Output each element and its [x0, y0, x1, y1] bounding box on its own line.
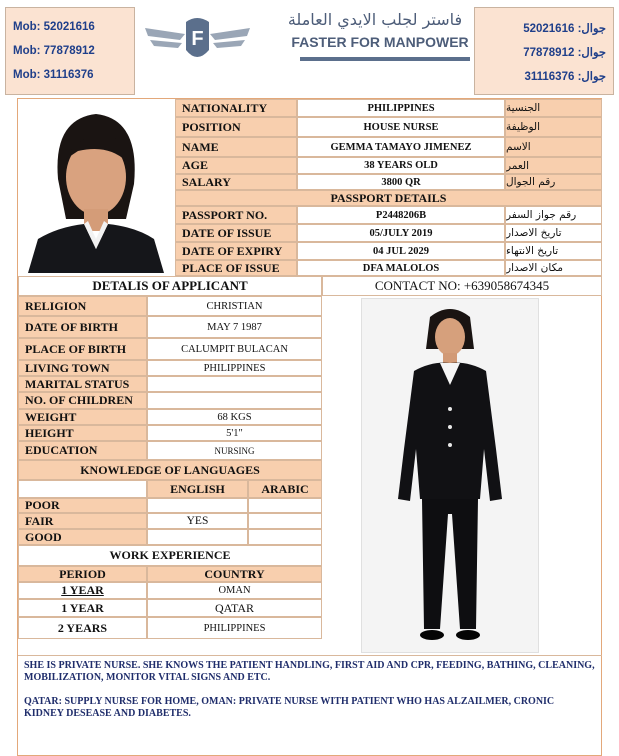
marital-status-label: MARITAL STATUS: [18, 376, 147, 392]
work-experience-title: WORK EXPERIENCE: [18, 545, 322, 566]
english-column-header: ENGLISH: [147, 480, 248, 498]
date-of-expiry-label: DATE OF EXPIRY: [175, 242, 297, 260]
svg-text:F: F: [191, 28, 204, 50]
dob-label: DATE OF BIRTH: [18, 316, 147, 338]
children-value: [147, 392, 322, 409]
position-label: POSITION: [175, 117, 297, 137]
mobile-number: Mob: 77878912: [13, 45, 95, 57]
salary-arabic: رقم الجوال: [505, 174, 602, 190]
nationality-label: NATIONALITY: [175, 99, 297, 117]
eagle-logo-icon: [140, 10, 255, 70]
company-logo: [140, 10, 255, 70]
date-of-issue-value: 05/JULY 2019: [297, 224, 505, 242]
arabic-poor: [248, 498, 322, 513]
language-level-fair: FAIR: [18, 513, 147, 529]
header-mobile-left: [5, 7, 135, 95]
passport-photo: [18, 99, 174, 273]
place-of-issue-label: PLACE OF ISSUE: [175, 260, 297, 276]
languages-title: KNOWLEDGE OF LANGUAGES: [18, 460, 322, 480]
living-town-value: PHILIPPINES: [147, 360, 322, 376]
nationality-value: PHILIPPINES: [297, 99, 505, 117]
language-level-poor: POOR: [18, 498, 147, 513]
languages-level-header: [18, 480, 147, 498]
mobile-number-arabic: جوال: 52021616: [523, 23, 606, 35]
mobile-number: Mob: 52021616: [13, 21, 95, 33]
work-period: 1 YEAR: [18, 582, 147, 599]
contact-number: CONTACT NO: +639058674345: [322, 276, 602, 296]
notes-section: [18, 655, 602, 755]
salary-label: SALARY: [175, 174, 297, 190]
applicant-full-body-icon: [362, 299, 538, 652]
nationality-arabic: الجنسية: [505, 99, 602, 117]
dob-value: MAY 7 1987: [147, 316, 322, 338]
date-of-issue-label: DATE OF ISSUE: [175, 224, 297, 242]
position-arabic: الوظيفة: [505, 117, 602, 137]
place-of-birth-label: PLACE OF BIRTH: [18, 338, 147, 360]
education-label: EDUCATION: [18, 441, 147, 460]
religion-value: CHRISTIAN: [147, 296, 322, 316]
header-mobile-right: [474, 7, 614, 95]
work-period: 2 YEARS: [18, 617, 147, 639]
name-label: NAME: [175, 137, 297, 157]
children-label: NO. OF CHILDREN: [18, 392, 147, 409]
date-of-expiry-value: 04 JUL 2029: [297, 242, 505, 260]
arabic-fair: [248, 513, 322, 529]
applicant-portrait-icon: [18, 99, 174, 273]
english-good: [147, 529, 248, 545]
marital-status-value: [147, 376, 322, 392]
date-of-issue-arabic: تاريخ الاصدار: [505, 224, 602, 242]
work-country: QATAR: [147, 599, 322, 617]
language-level-good: GOOD: [18, 529, 147, 545]
company-name-arabic: فاستر لجلب الايدي العاملة: [287, 10, 463, 29]
passport-details-title: PASSPORT DETAILS: [175, 190, 602, 206]
work-country: OMAN: [147, 582, 322, 599]
education-value: NURSING: [147, 441, 322, 460]
notes-paragraph: SHE IS PRIVATE NURSE. SHE KNOWS THE PATIENT HANDLING, FIRST AID AND CPR, FEEDING, BATHING, CLEANING, MOBILIZATION, MONITOR VITAL SIGNS AND ETC.: [24, 660, 595, 683]
living-town-label: LIVING TOWN: [18, 360, 147, 376]
arabic-good: [248, 529, 322, 545]
english-fair: YES: [147, 513, 248, 529]
notes-paragraph: QATAR: SUPPLY NURSE FOR HOME, OMAN: PRIVATE NURSE WITH PATIENT WHO HAS ALZAILMER, CRONIC KIDNEY DESEASE AND DIABETES.: [24, 696, 555, 719]
work-period: 1 YEAR: [18, 599, 147, 617]
passport-no-value: P2448206B: [297, 206, 505, 224]
age-label: AGE: [175, 157, 297, 174]
company-name-english: FASTER FOR MANPOWER: [291, 34, 469, 50]
age-value: 38 YEARS OLD: [297, 157, 505, 174]
header-rule: [300, 57, 470, 61]
full-body-photo: [361, 298, 539, 653]
weight-value: 68 KGS: [147, 409, 322, 425]
work-country: PHILIPPINES: [147, 617, 322, 639]
religion-label: RELIGION: [18, 296, 147, 316]
place-of-issue-arabic: مكان الاصدار: [505, 260, 602, 276]
height-label: HEIGHT: [18, 425, 147, 441]
name-value: GEMMA TAMAYO JIMENEZ: [297, 137, 505, 157]
salary-value: 3800 QR: [297, 174, 505, 190]
passport-no-arabic: رقم جواز السفر: [505, 206, 602, 224]
height-value: 5'1": [147, 425, 322, 441]
english-poor: [147, 498, 248, 513]
weight-label: WEIGHT: [18, 409, 147, 425]
mobile-number-arabic: جوال: 31116376: [524, 71, 606, 83]
place-of-issue-value: DFA MALOLOS: [297, 260, 505, 276]
applicant-details-title: DETALIS OF APPLICANT: [18, 276, 322, 296]
country-column-header: COUNTRY: [147, 566, 322, 582]
mobile-number-arabic: جوال: 77878912: [523, 47, 606, 59]
name-arabic: الاسم: [505, 137, 602, 157]
position-value: HOUSE NURSE: [297, 117, 505, 137]
passport-no-label: PASSPORT NO.: [175, 206, 297, 224]
arabic-column-header: ARABIC: [248, 480, 322, 498]
period-column-header: PERIOD: [18, 566, 147, 582]
place-of-birth-value: CALUMPIT BULACAN: [147, 338, 322, 360]
mobile-number: Mob: 31116376: [13, 69, 94, 81]
date-of-expiry-arabic: تاريخ الانتهاء: [505, 242, 602, 260]
age-arabic: العمر: [505, 157, 602, 174]
